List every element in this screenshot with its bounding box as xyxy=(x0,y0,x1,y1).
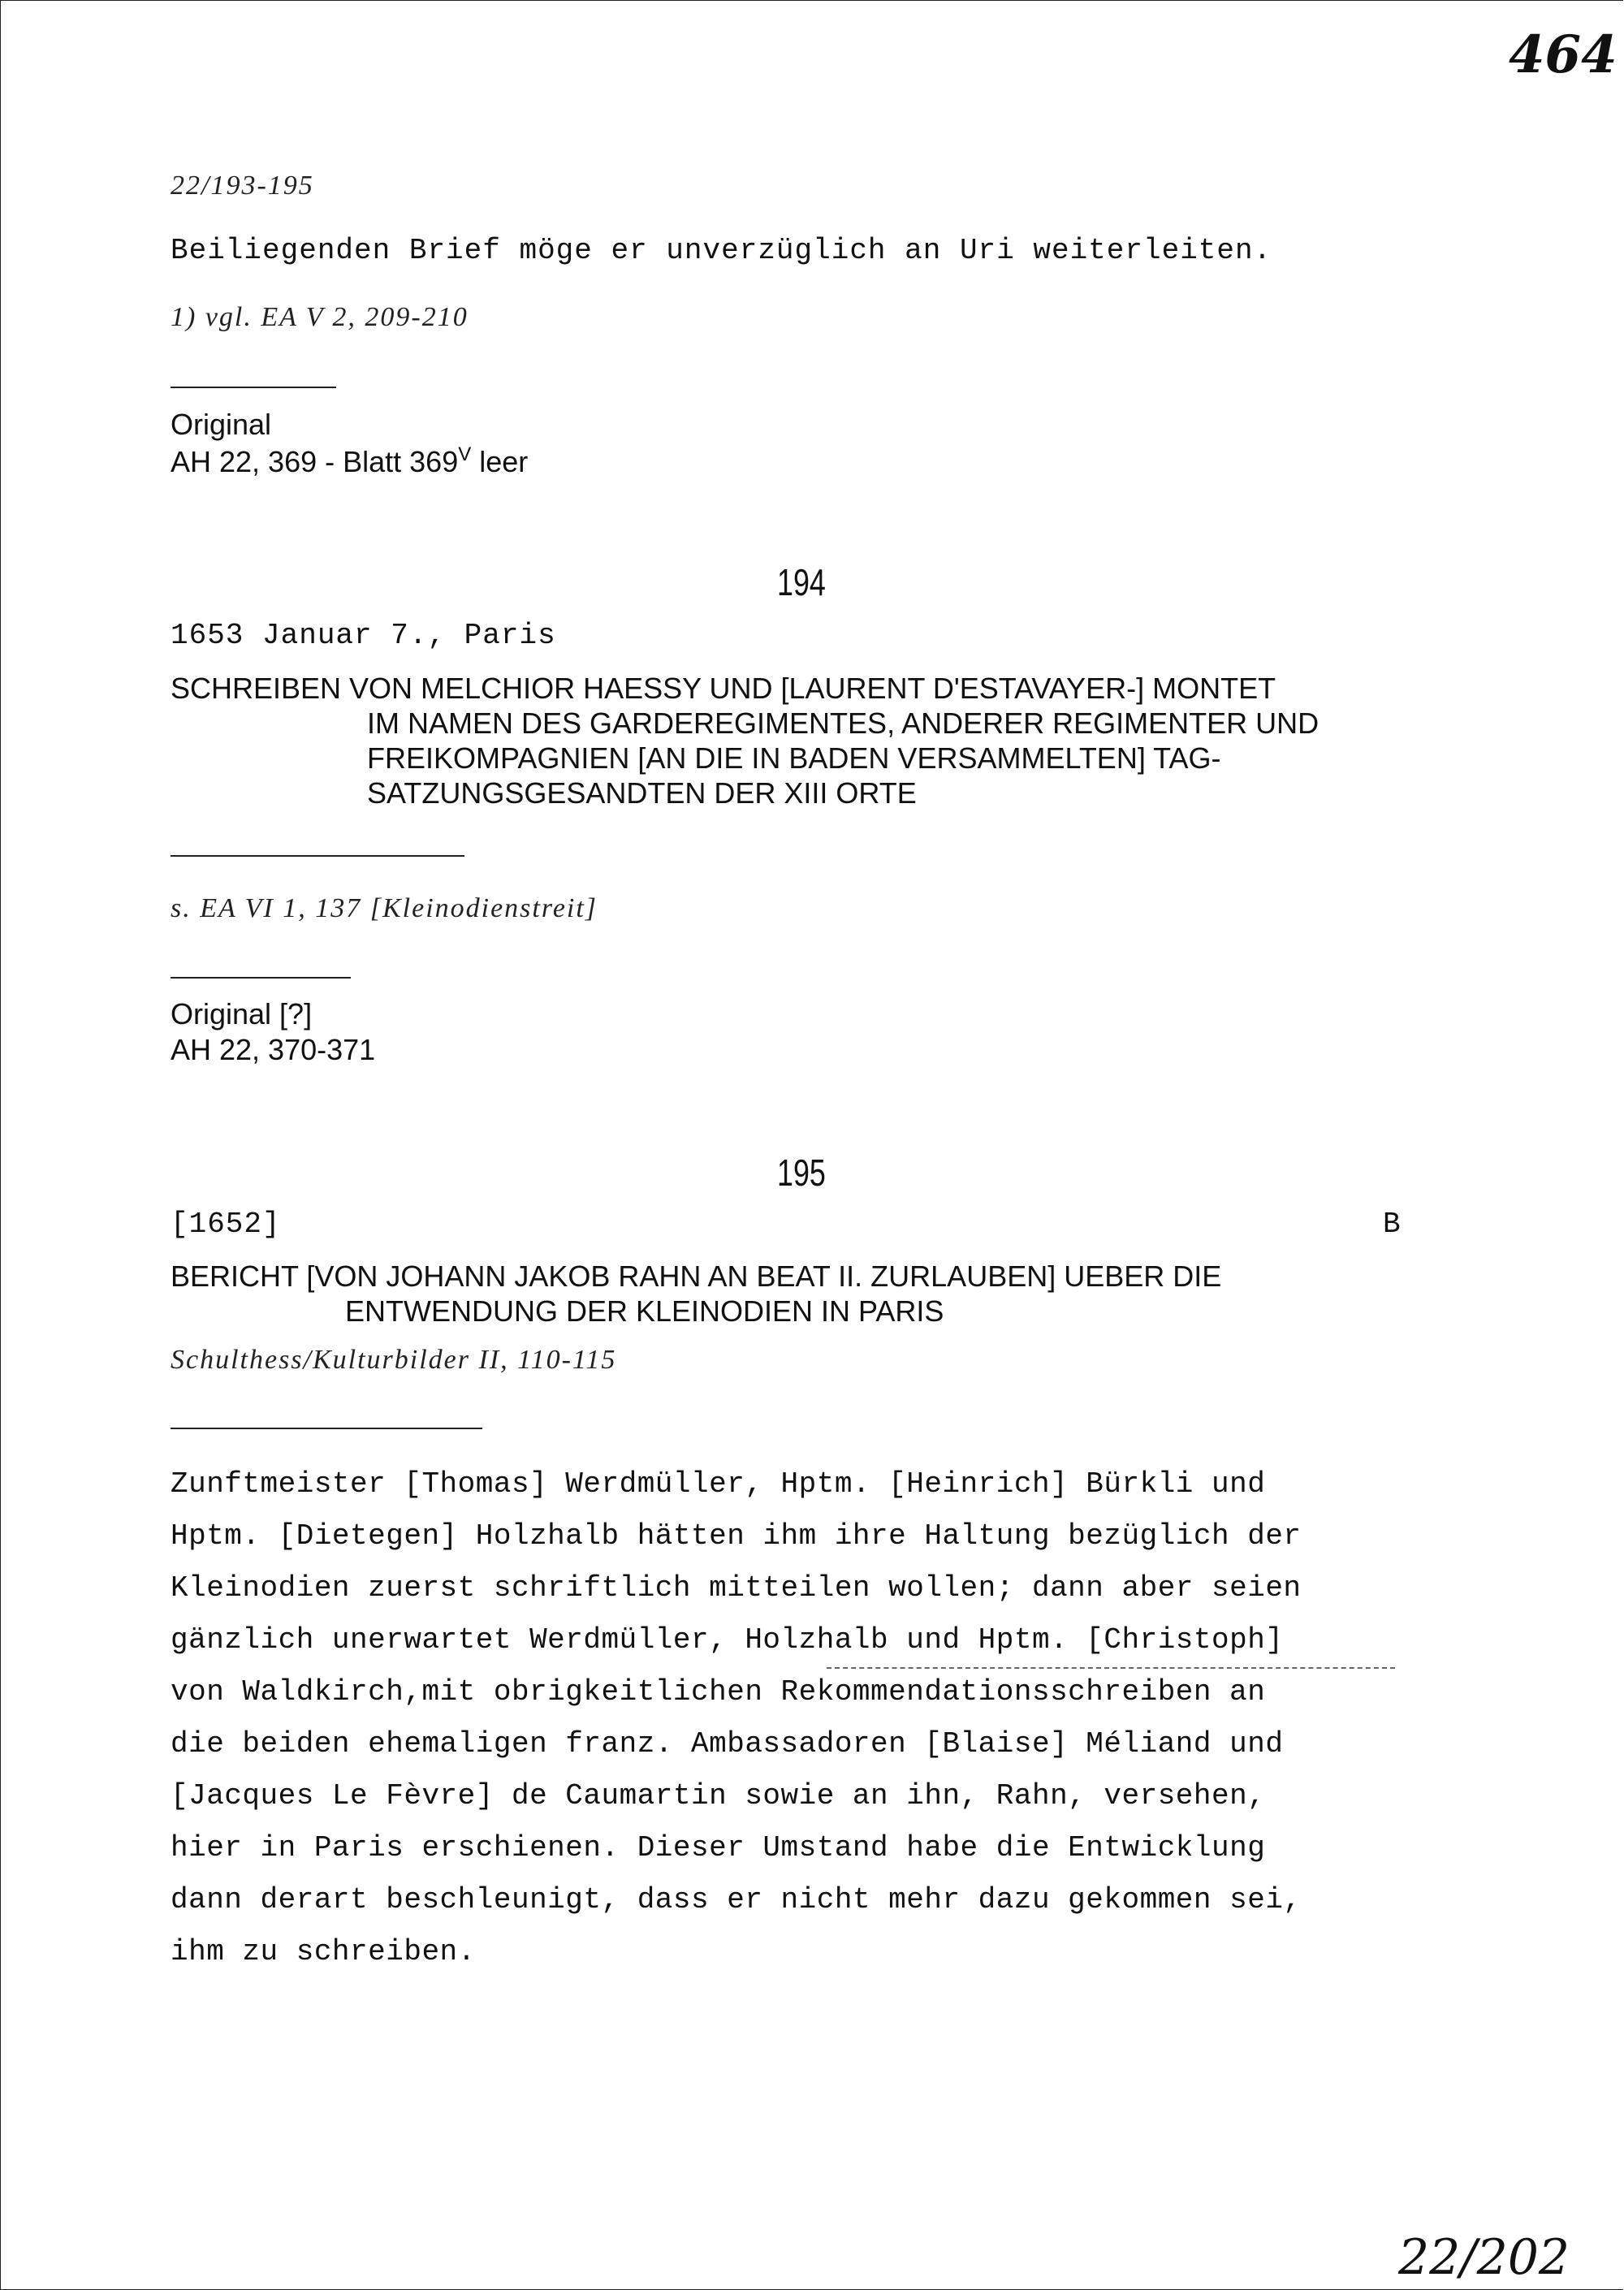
entry-194-title-line: IM NAMEN DES GARDEREGIMENTES, ANDERER REGIMENTER UND xyxy=(367,706,1320,740)
prev-source-label: Original xyxy=(171,408,272,441)
prev-entry-text: Beiliegenden Brief möge er unverzüglich an Uri weiterleiten. xyxy=(171,234,1272,267)
body-line: Kleinodien zuerst schriftlich mitteilen wollen; dann aber seien xyxy=(171,1571,1302,1605)
entry-194-number: 194 xyxy=(777,561,826,603)
entry-194-date: 1653 Januar 7., Paris xyxy=(171,619,556,652)
prev-source-ref-text: AH 22, 369 - Blatt 369 xyxy=(171,445,459,478)
body-line: die beiden ehemaligen franz. Ambassadoren [Blaise] Méliand und xyxy=(171,1727,1284,1761)
page-number-handwritten: 464 xyxy=(1509,24,1618,85)
entry-195-title-line: BERICHT [VON JOHANN JAKOB RAHN AN BEAT II. ZURLAUBEN] UEBER DIE xyxy=(171,1260,1222,1293)
body-line: Zunftmeister [Thomas] Werdmüller, Hptm. [Heinrich] Bürkli und xyxy=(171,1467,1266,1501)
body-line: von Waldkirch,mit obrigkeitlichen Rekommendationsschreiben an xyxy=(171,1675,1266,1709)
entry-194-title-line: SATZUNGSGESANDTEN DER XIII ORTE xyxy=(367,776,917,810)
entry-194-source-label: Original [?] xyxy=(171,997,313,1030)
entry-194-ref: s. EA VI 1, 137 [Kleinodienstreit] xyxy=(171,893,598,923)
folio-number-handwritten: 22/202 xyxy=(1398,2229,1570,2286)
prev-source-tail: leer xyxy=(471,445,529,478)
body-line: hier in Paris erschienen. Dieser Umstand habe die Entwicklung xyxy=(171,1831,1266,1864)
entry-195-title-line: ENTWENDUNG DER KLEINODIEN IN PARIS xyxy=(345,1294,944,1328)
prev-source-sup: V xyxy=(458,443,472,465)
entry-195-marker: B xyxy=(1383,1208,1402,1241)
entry-195-number: 195 xyxy=(777,1151,826,1194)
annotation-dashes xyxy=(827,1667,1395,1669)
entry-195-date: [1652] xyxy=(171,1208,281,1241)
entry-195-ref: Schulthess/Kulturbilder II, 110-115 xyxy=(171,1345,617,1375)
body-line: Hptm. [Dietegen] Holzhalb hätten ihm ihre Haltung bezüglich der xyxy=(171,1519,1302,1553)
prev-entry-ref: 22/193-195 xyxy=(171,171,314,201)
entry-194-title-line: SCHREIBEN VON MELCHIOR HAESSY UND [LAURENT D'ESTAVAYER-] MONTET xyxy=(171,672,1276,705)
body-line: dann derart beschleunigt, dass er nicht mehr dazu gekommen sei, xyxy=(171,1883,1302,1916)
divider-rule xyxy=(171,977,351,979)
entry-194-source-ref: AH 22, 370-371 xyxy=(171,1033,376,1066)
divider-rule xyxy=(171,1428,482,1429)
entry-194-title-line: FREIKOMPAGNIEN [AN DIE IN BADEN VERSAMMELTEN] TAG- xyxy=(367,741,1221,775)
body-line: [Jacques Le Fèvre] de Caumartin sowie an ihn, Rahn, versehen, xyxy=(171,1779,1266,1813)
body-line: gänzlich unerwartet Werdmüller, Holzhalb und Hptm. [Christoph] xyxy=(171,1623,1284,1657)
prev-entry-footnote: 1) vgl. EA V 2, 209-210 xyxy=(171,302,469,332)
body-line: ihm zu schreiben. xyxy=(171,1935,476,1968)
entry-194-title xyxy=(171,671,1319,810)
divider-rule xyxy=(171,855,464,857)
prev-source-ref xyxy=(171,443,528,479)
entry-195-title xyxy=(171,1259,1221,1329)
divider-rule xyxy=(171,387,336,388)
entry-195-body xyxy=(171,1458,1302,1978)
